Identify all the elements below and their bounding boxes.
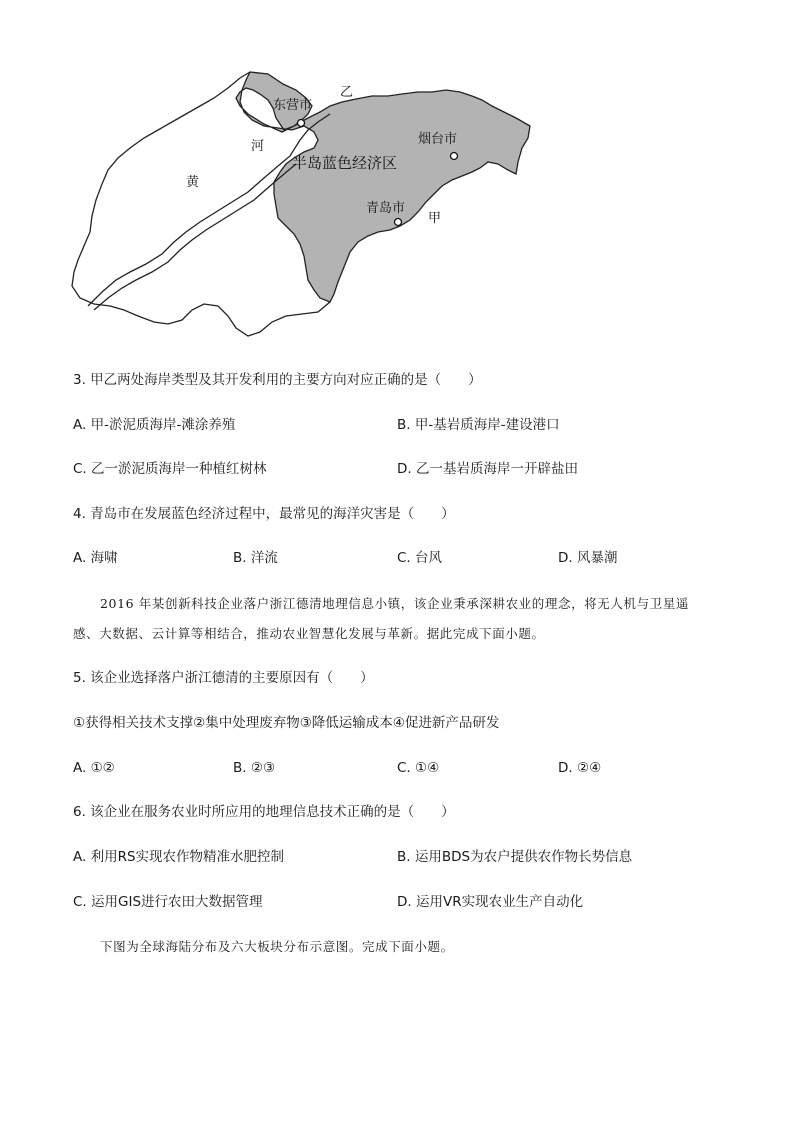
q5-stem: 5. 该企业选择落户浙江德清的主要原因有（ ）: [73, 670, 374, 686]
q6-option-d: D. 运用VR实现农业生产自动化: [397, 894, 584, 910]
label-yi: 乙: [340, 85, 354, 100]
label-he: 河: [251, 139, 265, 154]
q5-option-d: D. ②④: [558, 760, 602, 776]
q6-option-c: C. 运用GIS进行农田大数据管理: [73, 894, 263, 910]
dongying-marker: [298, 120, 305, 127]
q4-option-b: B. 洋流: [233, 550, 278, 566]
q4-option-c: C. 台风: [397, 550, 443, 566]
passage1-line1: 2016 年某创新科技企业落户浙江德清地理信息小镇，该企业秉承深耕农业的理念，将无人机与卫星遥: [100, 596, 689, 611]
yantai-marker: [451, 153, 458, 160]
shandong-map: [68, 66, 538, 348]
q3-option-d: D. 乙一基岩质海岸一开辟盐田: [397, 461, 578, 477]
q6-option-b: B. 运用BDS为农户提供农作物长势信息: [397, 849, 633, 865]
q5-items: ①获得相关技术支撑②集中处理废弃物③降低运输成本④促进新产品研发: [73, 715, 500, 731]
passage2-line1: 下图为全球海陆分布及六大板块分布示意图。完成下面小题。: [100, 939, 454, 954]
label-huang: 黄: [186, 175, 200, 190]
q6-option-a: A. 利用RS实现农作物精准水肥控制: [73, 849, 285, 865]
passage1-line2: 感、大数据、云计算等相结合，推动农业智慧化发展与革新。据此完成下面小题。: [73, 626, 545, 641]
label-dongying: 东营市: [273, 98, 313, 113]
q5-option-a: A. ①②: [73, 760, 115, 776]
q3-option-c: C. 乙一淤泥质海岸一种植红树林: [73, 461, 267, 477]
q5-option-c: C. ①④: [397, 760, 440, 776]
label-qingdao: 青岛市: [366, 201, 406, 216]
label-jia: 甲: [428, 211, 442, 226]
q4-option-a: A. 海啸: [73, 550, 118, 566]
q5-option-b: B. ②③: [233, 760, 276, 776]
label-yantai: 烟台市: [418, 132, 458, 147]
label-blue-zone: 半岛蓝色经济区: [292, 154, 398, 172]
q4-option-d: D. 风暴潮: [558, 550, 618, 566]
q3-option-a: A. 甲-淤泥质海岸-滩涂养殖: [73, 417, 236, 433]
q4-stem: 4. 青岛市在发展蓝色经济过程中，最常见的海洋灾害是（ ）: [73, 506, 455, 522]
q6-stem: 6. 该企业在服务农业时所应用的地理信息技术正确的是（ ）: [73, 804, 455, 820]
q3-option-b: B. 甲-基岩质海岸-建设港口: [397, 417, 560, 433]
qingdao-marker: [395, 219, 402, 226]
q3-stem: 3. 甲乙两处海岸类型及其开发利用的主要方向对应正确的是（ ）: [73, 372, 482, 388]
